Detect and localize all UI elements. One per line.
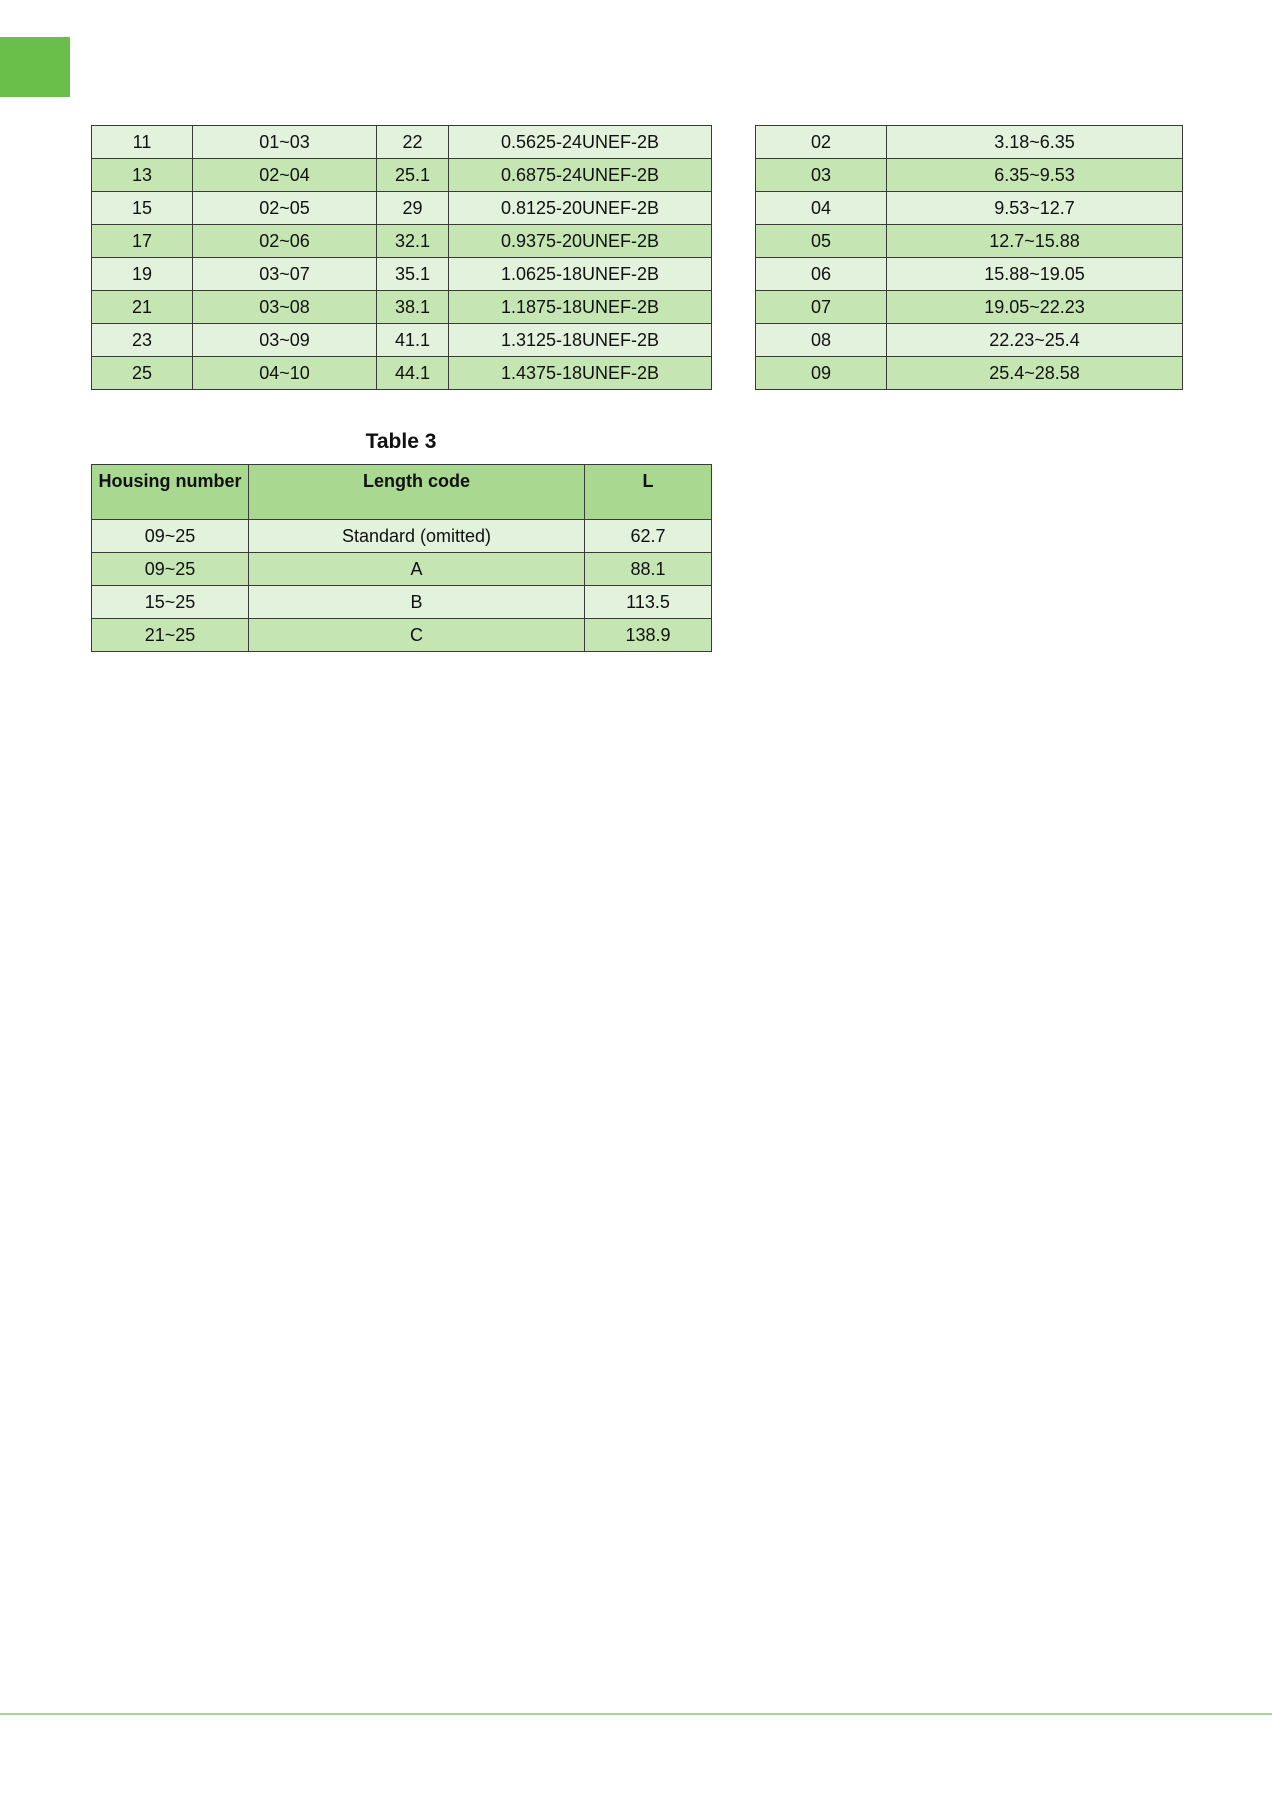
cable-diameter-table bbox=[755, 125, 1183, 390]
connector-size-table bbox=[91, 125, 712, 390]
table-cell: 03~08 bbox=[193, 291, 377, 324]
table-cell: 35.1 bbox=[377, 258, 449, 291]
table-cell: 62.7 bbox=[585, 520, 712, 553]
table-cell: 11 bbox=[92, 126, 193, 159]
table-cell: 04 bbox=[756, 192, 887, 225]
table-row bbox=[92, 159, 712, 192]
table-row bbox=[756, 159, 1183, 192]
table-cell: 03 bbox=[756, 159, 887, 192]
header-l: L bbox=[585, 465, 712, 520]
table-cell: 02 bbox=[756, 126, 887, 159]
table-cell: 0.5625-24UNEF-2B bbox=[449, 126, 712, 159]
table-row bbox=[756, 225, 1183, 258]
table-cell: Standard (omitted) bbox=[249, 520, 585, 553]
connector-size-table-body bbox=[92, 126, 712, 390]
table-row bbox=[756, 291, 1183, 324]
table-cell: 15 bbox=[92, 192, 193, 225]
table-cell: 1.1875-18UNEF-2B bbox=[449, 291, 712, 324]
table-cell: 09~25 bbox=[92, 553, 249, 586]
footer-divider bbox=[0, 1713, 1272, 1715]
length-code-table bbox=[91, 464, 712, 652]
table-cell: 25 bbox=[92, 357, 193, 390]
table-cell: 1.4375-18UNEF-2B bbox=[449, 357, 712, 390]
table-cell: 22.23~25.4 bbox=[887, 324, 1183, 357]
table-row bbox=[92, 586, 712, 619]
table-cell: 9.53~12.7 bbox=[887, 192, 1183, 225]
header-housing-number: Housing number bbox=[92, 465, 249, 520]
header-length-code: Length code bbox=[249, 465, 585, 520]
table-cell: 0.8125-20UNEF-2B bbox=[449, 192, 712, 225]
table-cell: 0.9375-20UNEF-2B bbox=[449, 225, 712, 258]
table-cell: 12.7~15.88 bbox=[887, 225, 1183, 258]
table-row bbox=[92, 619, 712, 652]
table-cell: 13 bbox=[92, 159, 193, 192]
table-row bbox=[92, 553, 712, 586]
table-row bbox=[92, 258, 712, 291]
table-cell: 02~06 bbox=[193, 225, 377, 258]
table-cell: 88.1 bbox=[585, 553, 712, 586]
table-cell: 38.1 bbox=[377, 291, 449, 324]
table-cell: 32.1 bbox=[377, 225, 449, 258]
table-cell: 19.05~22.23 bbox=[887, 291, 1183, 324]
table-row bbox=[92, 192, 712, 225]
table-cell: 02~05 bbox=[193, 192, 377, 225]
table-row bbox=[92, 225, 712, 258]
table3-header-row bbox=[92, 465, 712, 520]
corner-tab-marker bbox=[0, 37, 70, 97]
table-cell: C bbox=[249, 619, 585, 652]
table-cell: 08 bbox=[756, 324, 887, 357]
cable-diameter-table-body bbox=[756, 126, 1183, 390]
table3-title: Table 3 bbox=[365, 430, 437, 453]
table-cell: 06 bbox=[756, 258, 887, 291]
table-cell: 1.3125-18UNEF-2B bbox=[449, 324, 712, 357]
table-row bbox=[756, 192, 1183, 225]
table-cell: 23 bbox=[92, 324, 193, 357]
table-row bbox=[92, 520, 712, 553]
table-row bbox=[756, 258, 1183, 291]
table-cell: 07 bbox=[756, 291, 887, 324]
table-row bbox=[756, 324, 1183, 357]
table-cell: 22 bbox=[377, 126, 449, 159]
table-cell: 17 bbox=[92, 225, 193, 258]
table-cell: 09~25 bbox=[92, 520, 249, 553]
table-cell: 15.88~19.05 bbox=[887, 258, 1183, 291]
table-cell: 15~25 bbox=[92, 586, 249, 619]
table-row bbox=[92, 357, 712, 390]
table-cell: A bbox=[249, 553, 585, 586]
table-cell: 113.5 bbox=[585, 586, 712, 619]
table-row bbox=[92, 291, 712, 324]
table-cell: 138.9 bbox=[585, 619, 712, 652]
table-cell: 41.1 bbox=[377, 324, 449, 357]
table-cell: 01~03 bbox=[193, 126, 377, 159]
table-cell: 19 bbox=[92, 258, 193, 291]
table-cell: B bbox=[249, 586, 585, 619]
table-cell: 05 bbox=[756, 225, 887, 258]
table-cell: 02~04 bbox=[193, 159, 377, 192]
table-cell: 04~10 bbox=[193, 357, 377, 390]
table-cell: 0.6875-24UNEF-2B bbox=[449, 159, 712, 192]
length-code-table-body bbox=[92, 520, 712, 652]
table-cell: 3.18~6.35 bbox=[887, 126, 1183, 159]
table-cell: 21~25 bbox=[92, 619, 249, 652]
table-row bbox=[756, 357, 1183, 390]
table-cell: 09 bbox=[756, 357, 887, 390]
table-cell: 44.1 bbox=[377, 357, 449, 390]
table-cell: 29 bbox=[377, 192, 449, 225]
table-cell: 1.0625-18UNEF-2B bbox=[449, 258, 712, 291]
table-cell: 21 bbox=[92, 291, 193, 324]
table-row bbox=[92, 126, 712, 159]
table-cell: 25.1 bbox=[377, 159, 449, 192]
table-row bbox=[756, 126, 1183, 159]
table-cell: 03~07 bbox=[193, 258, 377, 291]
table-row bbox=[92, 324, 712, 357]
table-cell: 6.35~9.53 bbox=[887, 159, 1183, 192]
table-cell: 25.4~28.58 bbox=[887, 357, 1183, 390]
table-cell: 03~09 bbox=[193, 324, 377, 357]
